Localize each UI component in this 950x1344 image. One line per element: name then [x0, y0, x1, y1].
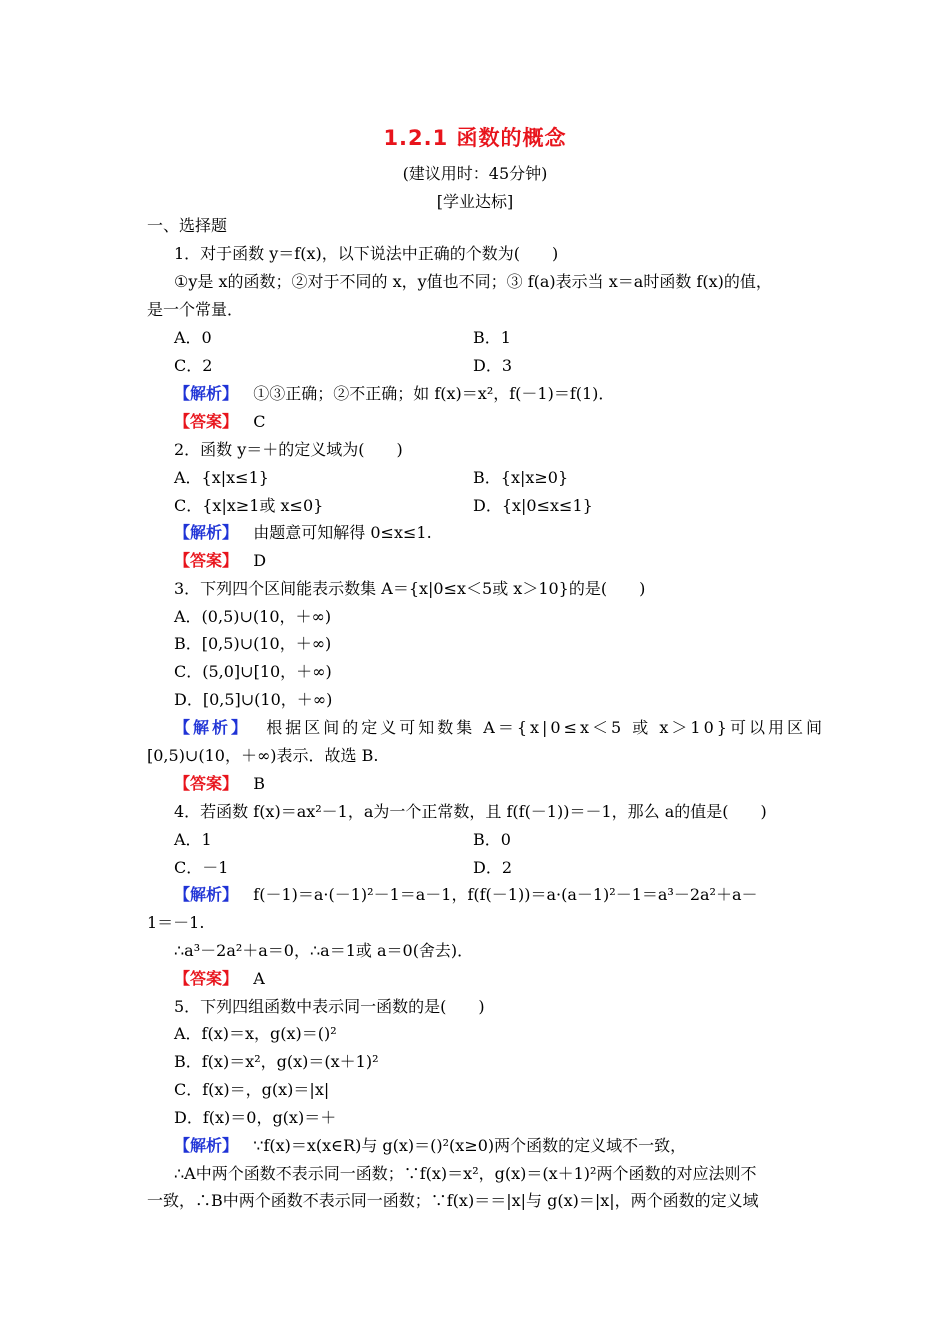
q3-option-d: D．[0,5]∪(10，＋∞)	[174, 690, 333, 709]
answer-label: 【答案】	[174, 969, 239, 988]
q5-option-b: B．f(x)＝x²，g(x)＝(x＋1)²	[174, 1052, 379, 1071]
q4-stem: 4．若函数 f(x)＝ax²－1，a为一个正常数，且 f(f(－1))＝－1，那么 a的值是( )	[174, 802, 767, 821]
q2-option-d: D．{x|0≤x≤1}	[473, 496, 593, 515]
section-heading: 一、选择题	[147, 216, 228, 235]
analysis-label: 【解析】	[174, 885, 239, 904]
answer-label: 【答案】	[174, 551, 239, 570]
answer-label: 【答案】	[174, 412, 239, 431]
q1-analysis-text: ①③正确；②不正确；如 f(x)＝x²，f(－1)＝f(1)．	[253, 384, 615, 403]
answer-label: 【答案】	[174, 774, 239, 793]
q3-stem: 3．下列四个区间能表示数集 A＝{x|0≤x＜5或 x＞10}的是( )	[174, 579, 646, 598]
q5-analysis	[174, 1136, 686, 1156]
q4-analysis	[174, 885, 758, 905]
q1-stem: 1．对于函数 y＝f(x)，以下说法中正确的个数为( )	[174, 244, 559, 263]
q1-option-d: D．3	[473, 356, 513, 375]
q4-option-d: D．2	[473, 858, 513, 877]
q3-answer	[174, 774, 265, 794]
q4-option-c: C．－1	[174, 858, 229, 877]
analysis-label: 【解析】	[174, 718, 251, 737]
q4-option-b: B．0	[473, 830, 511, 849]
q1-answer-text: C	[253, 412, 266, 431]
q3-analysis-text-line2: [0,5)∪(10，＋∞)表示．故选 B.	[147, 746, 379, 765]
q4-answer-text: A	[253, 969, 265, 988]
q2-analysis-text: 由题意可知解得 0≤x≤1.	[253, 523, 432, 542]
suggested-time: (建议用时：45分钟)	[402, 164, 548, 183]
q4-analysis-text-line1: f(－1)＝a·(－1)²－1＝a－1，f(f(－1))＝a·(a－1)²－1＝a³－2a²＋a－	[253, 885, 758, 904]
q4-analysis-text-line3: ∴a³－2a²＋a＝0，∴a＝1或 a＝0(舍去)．	[174, 941, 474, 960]
q4-answer	[174, 969, 265, 989]
q1-option-b: B．1	[473, 328, 511, 347]
q2-option-c: C．{x|x≥1或 x≤0}	[174, 496, 324, 515]
q2-answer	[174, 551, 266, 571]
analysis-label: 【解析】	[174, 523, 239, 542]
q2-option-a: A．{x|x≤1}	[174, 468, 269, 487]
q3-option-a: A．(0,5)∪(10，＋∞)	[174, 607, 332, 626]
q1-option-a: A．0	[174, 328, 212, 347]
q5-stem: 5．下列四组函数中表示同一函数的是( )	[174, 997, 485, 1016]
q5-option-c: C．f(x)＝，g(x)＝|x|	[174, 1080, 330, 1099]
q3-option-b: B．[0,5)∪(10，＋∞)	[174, 634, 332, 653]
q5-analysis-text-line2: ∴A中两个函数不表示同一函数；∵f(x)＝x²，g(x)＝(x＋1)²两个函数的对应法则不	[174, 1164, 757, 1183]
q3-analysis-text-line1: 根据区间的定义可知数集 A＝{x|0≤x＜5 或 x＞10}可以用区间	[266, 718, 825, 737]
page-title: 1.2.1 函数的概念	[383, 126, 567, 150]
q1-statements-line1: ①y是 x的函数；②对于不同的 x，y值也不同；③ f(a)表示当 x＝a时函数 f(x)的值，	[174, 272, 772, 291]
q4-analysis-text-line2: 1＝－1.	[147, 913, 205, 932]
analysis-label: 【解析】	[174, 1136, 239, 1155]
q1-statements-line2: 是一个常量．	[147, 300, 244, 319]
q2-analysis	[174, 523, 432, 543]
q1-analysis	[174, 384, 614, 404]
q4-option-a: A．1	[174, 830, 212, 849]
q2-answer-text: D	[253, 551, 267, 570]
q5-analysis-text-line3: 一致，∴B中两个函数不表示同一函数；∵f(x)＝＝|x|与 g(x)＝|x|，两个函数的定义域	[147, 1191, 759, 1210]
q5-option-d: D．f(x)＝0，g(x)＝＋	[174, 1108, 337, 1127]
q5-option-a: A．f(x)＝x，g(x)＝()²	[174, 1024, 337, 1043]
q3-answer-text: B	[253, 774, 266, 793]
q3-analysis	[174, 718, 825, 738]
section-tag: [学业达标]	[436, 192, 514, 211]
q2-stem: 2．函数 y＝＋的定义域为( )	[174, 440, 403, 459]
q3-option-c: C．(5,0]∪[10，＋∞)	[174, 662, 332, 681]
analysis-label: 【解析】	[174, 384, 239, 403]
q5-analysis-text-line1: ∵f(x)＝x(x∈R)与 g(x)＝()²(x≥0)两个函数的定义域不一致，	[253, 1136, 687, 1155]
q1-option-c: C．2	[174, 356, 213, 375]
q2-option-b: B．{x|x≥0}	[473, 468, 569, 487]
q1-answer	[174, 412, 266, 432]
